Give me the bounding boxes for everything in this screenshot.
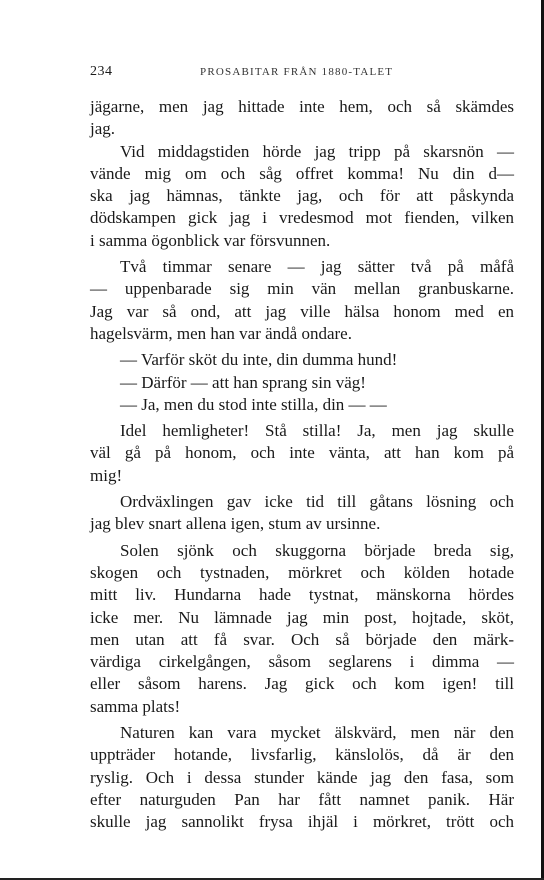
text-line: Jag var så ond, att jag ville hälsa honom med en (90, 301, 514, 321)
paragraph (90, 372, 514, 394)
text-line: — Ja, men du stod inte stilla, din — — (120, 394, 387, 414)
paragraph (90, 278, 514, 345)
paragraph (90, 562, 514, 718)
text-line: dödskampen gick jag i vredesmod mot fienden, vilken (90, 208, 514, 228)
text-line: jag blev snart allena igen, stum av ursinne. (90, 514, 381, 534)
text-line: skulle jag sannolikt frysa ihjäl i mörkret, trött och (90, 812, 514, 832)
paragraph (90, 744, 514, 833)
text-line: — Därför — att han sprang sin väg! (120, 372, 366, 392)
text-line: — Varför sköt du inte, din dumma hund! (120, 350, 398, 370)
text-line: Två timmar senare — jag sätter två på måfå (120, 257, 514, 277)
paragraph (90, 96, 514, 141)
text-line: ryslig. Och i dessa stunder kände jag den fasa, som (90, 767, 514, 787)
text-line: icke mer. Nu lämnade jag min post, hojtade, sköt, (90, 607, 514, 627)
paragraph (90, 513, 514, 535)
text-line: i samma ögonblick var försvunnen. (90, 230, 331, 250)
paragraph (90, 491, 514, 513)
paragraph (90, 141, 514, 163)
text-line: mig! (90, 465, 123, 485)
text-line: vände mig om och såg offret komma! Nu din d— (90, 163, 514, 183)
paragraph (90, 722, 514, 744)
paragraph (90, 394, 514, 416)
paragraph (90, 256, 514, 278)
text-line: Naturen kan vara mycket älskvärd, men när den (120, 723, 514, 743)
text-line: — uppenbarade sig min vän mellan granbuskarne. (90, 279, 514, 299)
paragraph (90, 540, 514, 562)
paragraph (90, 163, 514, 252)
text-line: jag. (90, 119, 116, 139)
page-number: 234 (90, 64, 113, 79)
text-line: jägarne, men jag hittade inte hem, och så skämdes (90, 97, 514, 116)
text-line: samma plats! (90, 696, 181, 716)
text-line: mitt liv. Hundarna hade tystnat, mänskorna hördes (90, 585, 514, 605)
text-line: hagelsvärm, men han var ändå ondare. (90, 323, 352, 343)
text-line: uppträder hotande, livsfarlig, känslolös, då är den (90, 745, 514, 765)
text-line: Solen sjönk och skuggorna började breda sig, (120, 540, 514, 560)
text-line: men utan att få svar. Och så började den märk- (90, 629, 514, 649)
text-line: Ordväxlingen gav icke tid till gåtans lösning och (120, 492, 514, 512)
text-line: efter naturguden Pan har fått namnet panik. Här (90, 789, 514, 809)
paragraph (90, 349, 514, 371)
running-title: PROSABITAR FRÅN 1880-TALET (200, 66, 394, 78)
text-line: väl gå på honom, och inte vänta, att han kom på (90, 443, 514, 463)
text-line: skogen och tystnaden, mörkret och kölden hotade (90, 562, 514, 582)
text-line: värdiga cirkelgången, såsom seglarens i dimma — (90, 652, 514, 672)
text-line: Idel hemligheter! Stå stilla! Ja, men jag skulle (120, 421, 514, 441)
body-text (90, 96, 514, 834)
paragraph (90, 420, 514, 442)
text-line: eller såsom harens. Jag gick och kom igen! till (90, 674, 514, 694)
text-line: Vid middagstiden hörde jag tripp på skarsnön — (120, 141, 514, 161)
paragraph (90, 442, 514, 487)
text-line: ska jag hämnas, tänkte jag, och för att påskynda (90, 186, 514, 206)
